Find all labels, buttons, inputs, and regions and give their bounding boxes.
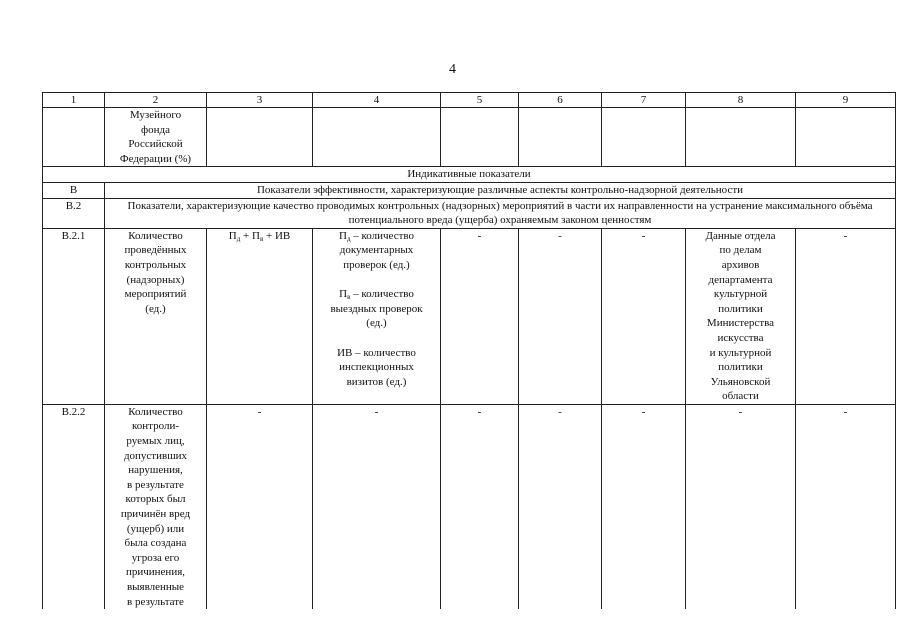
section-row <box>43 167 896 183</box>
table-cell: - <box>519 228 602 404</box>
table-cell: - <box>686 404 796 609</box>
indicator-code: В.2.2 <box>43 404 105 609</box>
column-number: 6 <box>519 93 602 108</box>
group-title: Показатели, характеризующие качество проводимых контрольных (надзорных) мероприятий в части их направленности на устранение максимального объёма потенциального вреда (ущерба) охраняемым законом ценностям <box>105 198 896 228</box>
data-source: Данные отдела по делам архивов департамента культурной политики Министерства искусства и культурной политики Ульяновской области <box>686 228 796 404</box>
column-number: 3 <box>207 93 313 108</box>
definition-documentary: – количество документарных проверок (ед.) <box>339 229 415 271</box>
formula-symbol: П <box>251 229 260 242</box>
definition-inspection: ИВ – количество инспекционных визитов (ед.) <box>337 346 416 388</box>
table-cell: - <box>796 404 896 609</box>
table-cell <box>519 108 602 167</box>
definition-symbol: П <box>339 288 348 301</box>
column-number: 8 <box>686 93 796 108</box>
page-number: 4 <box>449 62 456 77</box>
definition-subscript: д <box>346 234 351 243</box>
indicator-row-b22 <box>43 404 896 609</box>
indicator-row-b21 <box>43 228 896 404</box>
group-code: В <box>43 182 105 198</box>
definition-subscript: в <box>347 293 351 302</box>
column-number: 2 <box>105 93 207 108</box>
column-number-row <box>43 93 896 108</box>
table-cell: - <box>441 404 519 609</box>
table-cell <box>441 108 519 167</box>
column-number: 9 <box>796 93 896 108</box>
table-cell <box>313 108 441 167</box>
indicator-name: Количество проведённых контрольных (надзорных) мероприятий (ед.) <box>105 228 207 404</box>
table-cell: - <box>519 404 602 609</box>
table-cell: - <box>602 404 686 609</box>
indicator-formula <box>207 228 313 404</box>
column-number: 5 <box>441 93 519 108</box>
carryover-row <box>43 108 896 167</box>
column-number: 7 <box>602 93 686 108</box>
definition-symbol: П <box>338 229 347 242</box>
group-row-b2 <box>43 198 896 228</box>
formula-operator: + <box>240 229 252 242</box>
table-cell <box>602 108 686 167</box>
indicator-name: Количество контроли- руемых лиц, допустивших нарушения, в результате которых был причинён вред (ущерб) или была создана угроза его причинения, выявленные в результате <box>105 404 207 609</box>
table-cell: - <box>207 404 313 609</box>
indicators-table <box>42 92 896 609</box>
group-code: В.2 <box>43 198 105 228</box>
table-cell: - <box>796 228 896 404</box>
column-number: 4 <box>313 93 441 108</box>
column-number: 1 <box>43 93 105 108</box>
table-cell: - <box>441 228 519 404</box>
section-title: Индикативные показатели <box>43 167 896 183</box>
table-cell <box>796 108 896 167</box>
formula-symbol: П <box>228 229 237 242</box>
table-cell: - <box>602 228 686 404</box>
formula-subscript: д <box>236 234 241 243</box>
indicator-code: В.2.1 <box>43 228 105 404</box>
formula-definitions <box>313 228 441 404</box>
table-cell <box>207 108 313 167</box>
table-cell: - <box>313 404 441 609</box>
table-cell <box>686 108 796 167</box>
formula-tail: + ИВ <box>263 229 291 242</box>
group-row-b <box>43 182 896 198</box>
table-cell <box>43 108 105 167</box>
formula-subscript: в <box>259 234 264 243</box>
definition-field: – количество выездных проверок (ед.) <box>330 288 423 330</box>
indicator-name-continuation: Музейного фонда Российской Федерации (%) <box>105 108 207 167</box>
group-title: Показатели эффективности, характеризующие различные аспекты контрольно-надзорной деятельности <box>105 182 896 198</box>
